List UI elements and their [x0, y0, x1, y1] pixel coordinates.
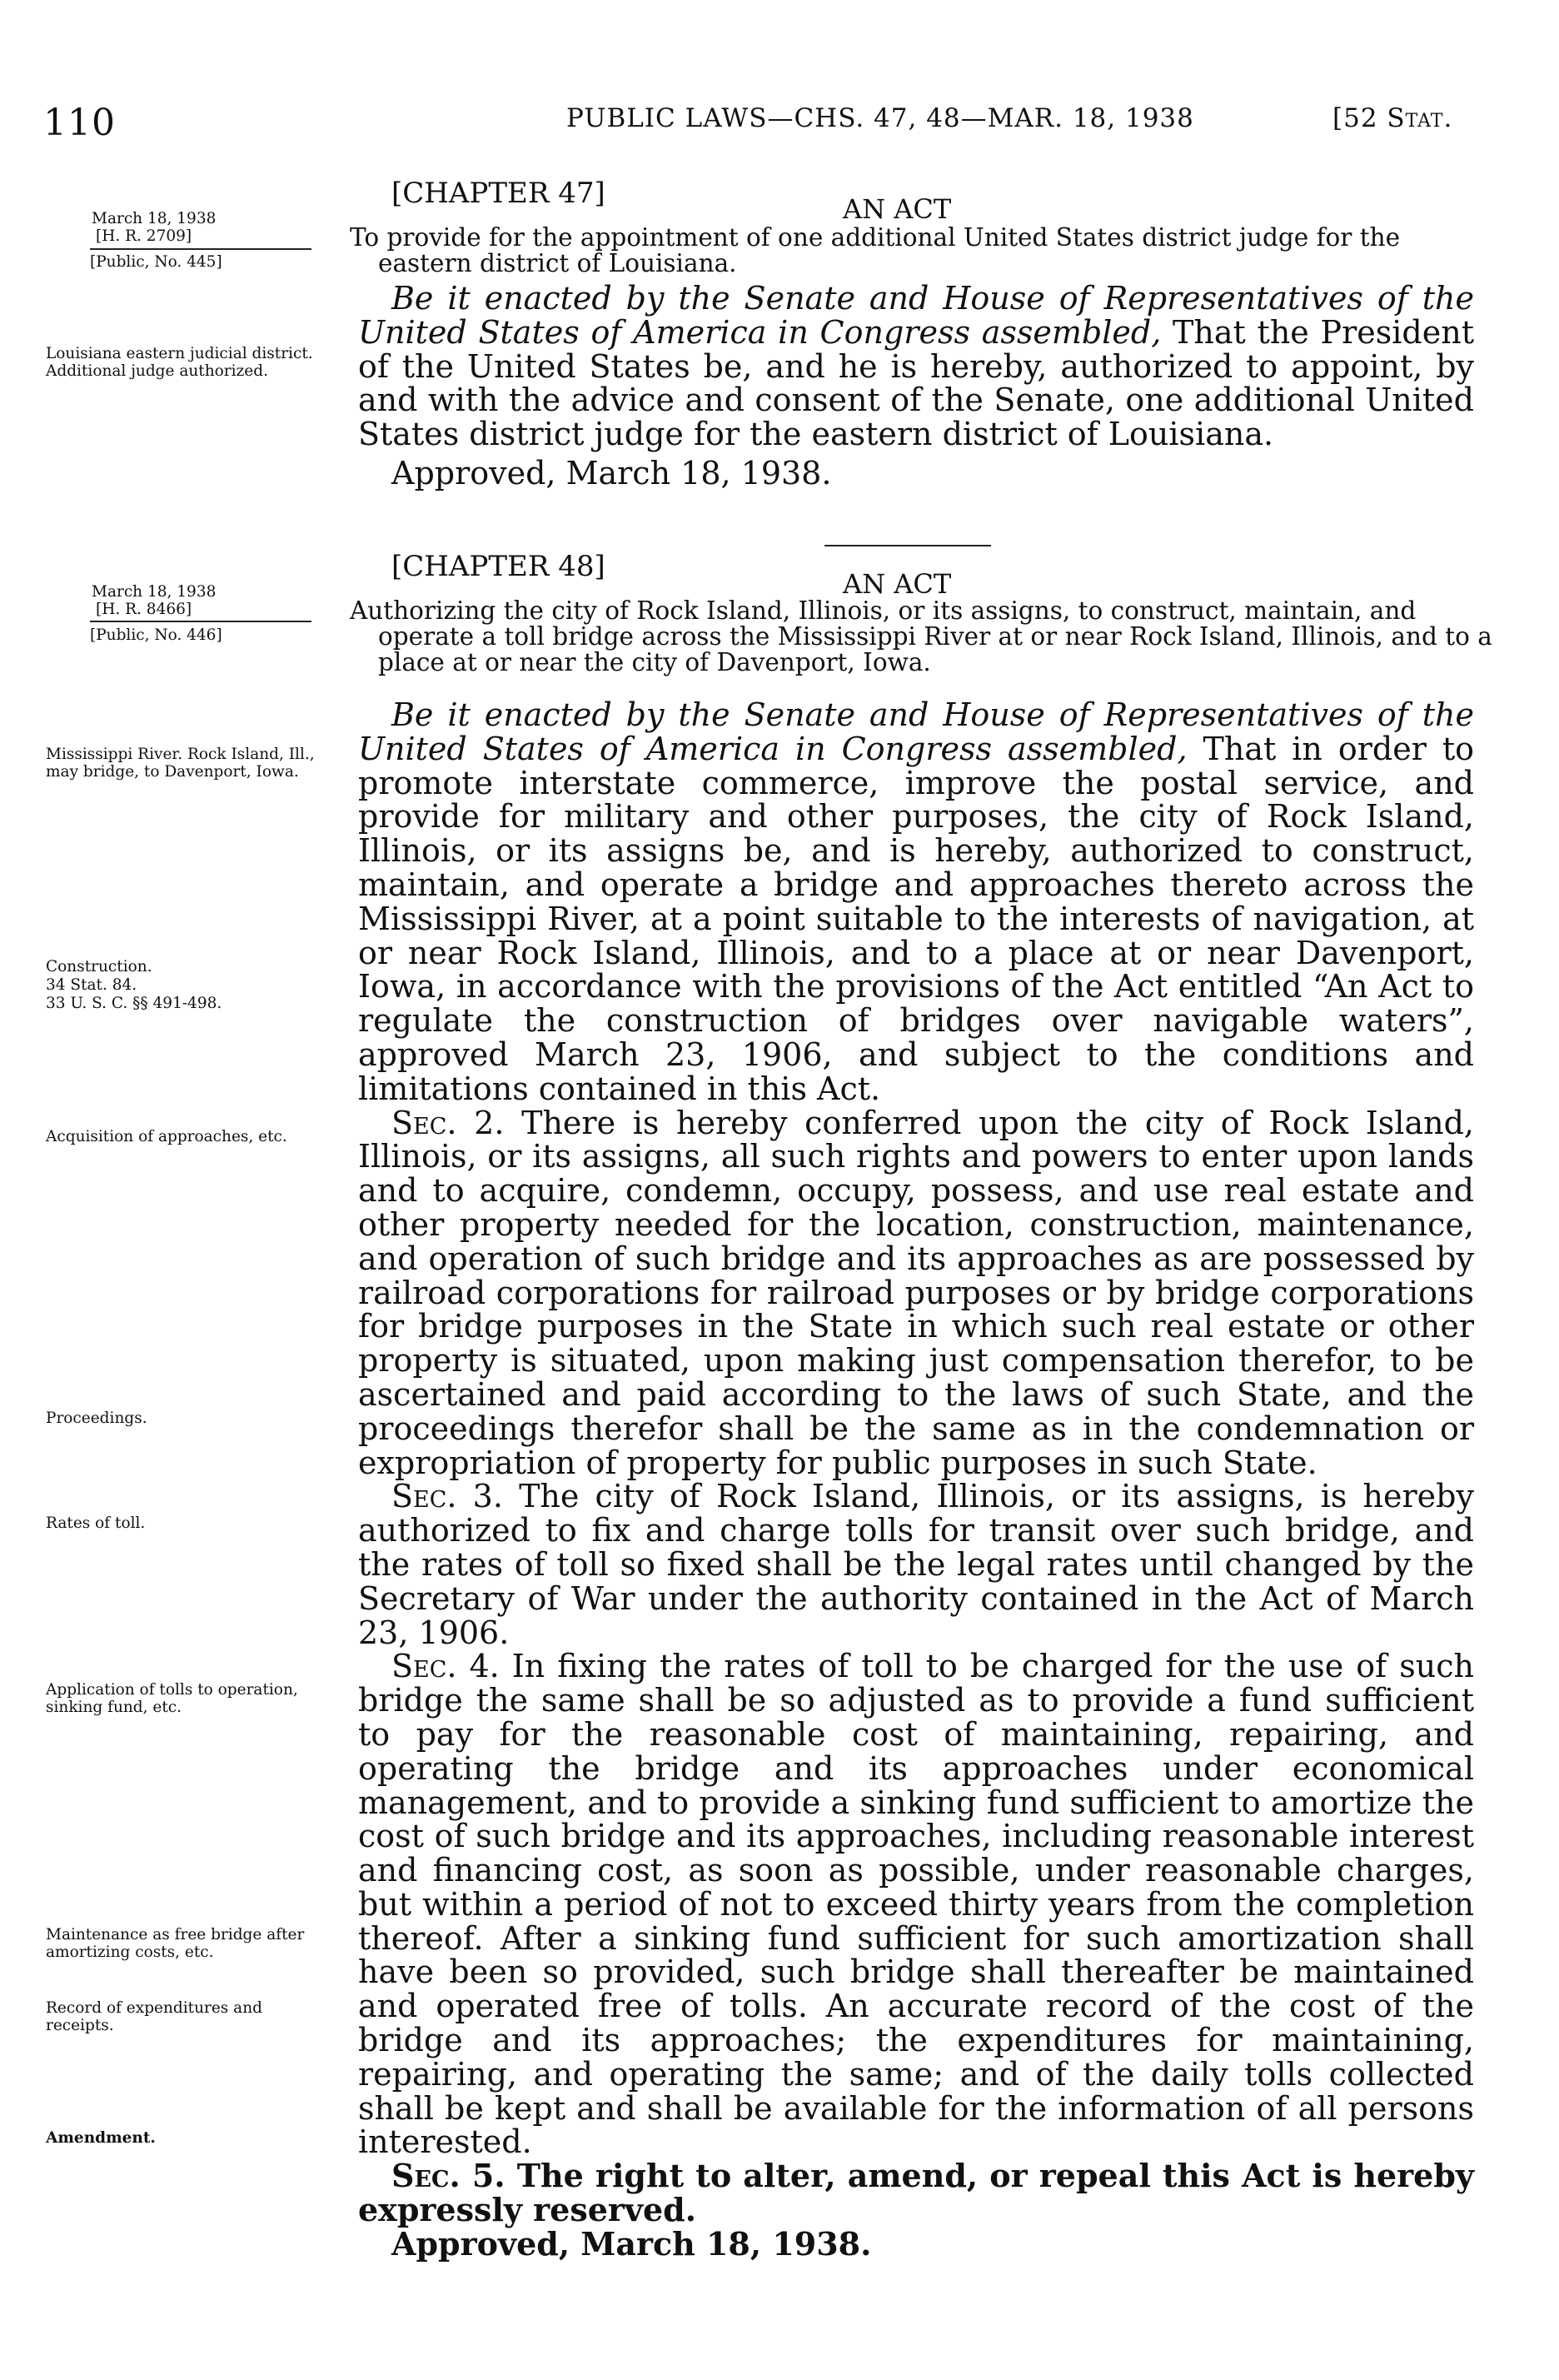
ch48-title: Authorizing the city of Rock Island, Illinois, or its assigns, to construct, maintain, and operate a toll bridge across the Mississippi River at or near Rock Island, Illinois, and to a place at or near the city of Davenport, Iowa. — [350, 596, 1492, 676]
margin-note-record: Record of expenditures and receipts. — [46, 1999, 262, 2034]
section-3 — [358, 1479, 1474, 1649]
margin-note-application: Application of tolls to operation, sinking fund, etc. — [46, 1681, 298, 1716]
section-3-label: Sec. 3. — [391, 1478, 503, 1515]
ch47-margin-rule — [90, 248, 311, 250]
margin-note-proceedings: Proceedings. — [46, 1410, 147, 1427]
margin-note-acquisition: Acquisition of approaches, etc. — [46, 1128, 287, 1145]
ch48-act-label: AN ACT — [843, 568, 952, 600]
page-number: 110 — [43, 102, 116, 144]
ch47-act-label: AN ACT — [843, 193, 952, 225]
margin-note-maintenance: Maintenance as free bridge after amortizing costs, etc. — [46, 1926, 305, 1961]
ch47-text: That the President of the United States be, and he is hereby, authorized to appoint, by and with the advice and consent of the Senate, one additional United States district judge for the eastern district of Louisiana. — [358, 313, 1474, 453]
section-5-text: The right to alter, amend, or repeal this Act is hereby expressly reserved. — [358, 2157, 1475, 2229]
section-4-text: In fixing the rates of toll to be charged for the use of such bridge the same shall be so adjusted as to provide a fund sufficient to pay for the reasonable cost of maintaining, repairing, and operating the bridge and its approaches under economical management, and to provide a sinking fund sufficient to amortize the cost of such bridge and its approaches, including reasonable interest and financing cost, as soon as possible, under reasonable charges, but within a period of not to exceed thirty years from the completion thereof. After a sinking fund sufficient for such amortization shall have been so provided, such bridge shall thereafter be maintained and operated free of tolls. An accurate record of the cost of the bridge and its approaches; the expenditures for maintaining, repairing, and operating the same; and of the daily tolls collected shall be kept and shall be available for the information of all persons interested. — [358, 1648, 1474, 2161]
ch48-body — [358, 698, 1474, 2262]
margin-note-rates: Rates of toll. — [46, 1514, 146, 1532]
ch48-date-note: March 18, 1938 — [92, 583, 217, 601]
section-3-text: The city of Rock Island, Illinois, or its assigns, is hereby authorized to fix and charge tolls for transit over such bridge, and the rates of toll so fixed shall be the legal rates until changed by the Secretary of War under the authority contained in the Act of March 23, 1906. — [358, 1478, 1474, 1651]
margin-note-citation-stat: 34 Stat. 84. — [46, 976, 137, 994]
section-5 — [358, 2159, 1474, 2228]
ch47-title: To provide for the appointment of one additional United States district judge for the eastern district of Louisiana. — [350, 223, 1401, 277]
ch47-approved: Approved, March 18, 1938. — [391, 454, 832, 491]
ch47-date-note: March 18, 1938 — [92, 210, 217, 227]
ch47-body — [358, 282, 1474, 491]
ch48-text: That in order to promote interstate commerce, improve the postal service, and provide for military and other purposes, the city of Rock Island, Illinois, or its assigns be, and is hereby, authorized to construct, maintain, and operate a bridge and approaches thereto across the Mississippi River, at a point suitable to the interests of navigation, at or near Rock Island, Illinois, and to a place at or near Davenport, Iowa, in accordance with the provisions of the Act entitled “An Act to regulate the construction of bridges over navigable waters”, approved March 23, 1906, and subject to the conditions and limitations contained in this Act. — [358, 730, 1474, 1107]
ch47-enacting-clause: Be it enacted by the Senate and House of Representatives of the United States of America in Congress assembled, — [358, 280, 1474, 351]
section-2-label: Sec. 2. — [391, 1104, 505, 1141]
volume-reference: [52 Stat. — [1332, 103, 1453, 133]
section-5-label: Sec. 5. — [391, 2157, 506, 2195]
ch48-approved: Approved, March 18, 1938. — [391, 2224, 872, 2263]
ch48-bill-number: [H. R. 8466] — [96, 601, 192, 618]
margin-note-citation-usc: 33 U. S. C. §§ 491-498. — [46, 995, 222, 1012]
ch47-chapter-label: [CHAPTER 47] — [391, 177, 605, 210]
ch48-chapter-label: [CHAPTER 48] — [391, 550, 605, 583]
section-2-text: There is hereby conferred upon the city of Rock Island, Illinois, or its assigns, all such rights and powers to enter upon lands and to acquire, condemn, occupy, possess, and use real estate and other property needed for the location, construction, maintenance, and operation of such bridge and its approaches as are possessed by railroad corporations for railroad purposes or by bridge corporations for bridge purposes in the State in which such real estate or other property is situated, upon making just compensation therefor, to be ascertained and paid according to the laws of such State, and the proceedings therefor shall be the same as in the condemnation or expropriation of property for public purposes in such State. — [358, 1104, 1474, 1481]
ch47-marginal-note: Louisiana eastern judicial district. Additional judge authorized. — [46, 345, 313, 380]
ch48-enacting-clause: Be it enacted by the Senate and House of Representatives of the United States of America in Congress assembled, — [358, 696, 1474, 767]
ch47-public-number: [Public, No. 445] — [90, 253, 222, 271]
running-title: PUBLIC LAWS—CHS. 47, 48—MAR. 18, 1938 — [566, 103, 1194, 133]
margin-note-mississippi: Mississippi River. Rock Island, Ill., may bridge, to Davenport, Iowa. — [46, 746, 315, 781]
ch48-public-number: [Public, No. 446] — [90, 626, 222, 644]
margin-note-amendment: Amendment. — [46, 2129, 156, 2147]
section-2 — [358, 1106, 1474, 1480]
section-4-label: Sec. 4. — [391, 1648, 500, 1685]
margin-note-construction: Construction. — [46, 958, 152, 975]
ch47-bill-number: [H. R. 2709] — [96, 227, 192, 245]
chapter-separator-rule — [824, 545, 991, 546]
section-4 — [358, 1649, 1474, 2159]
ch48-margin-rule — [90, 621, 311, 622]
